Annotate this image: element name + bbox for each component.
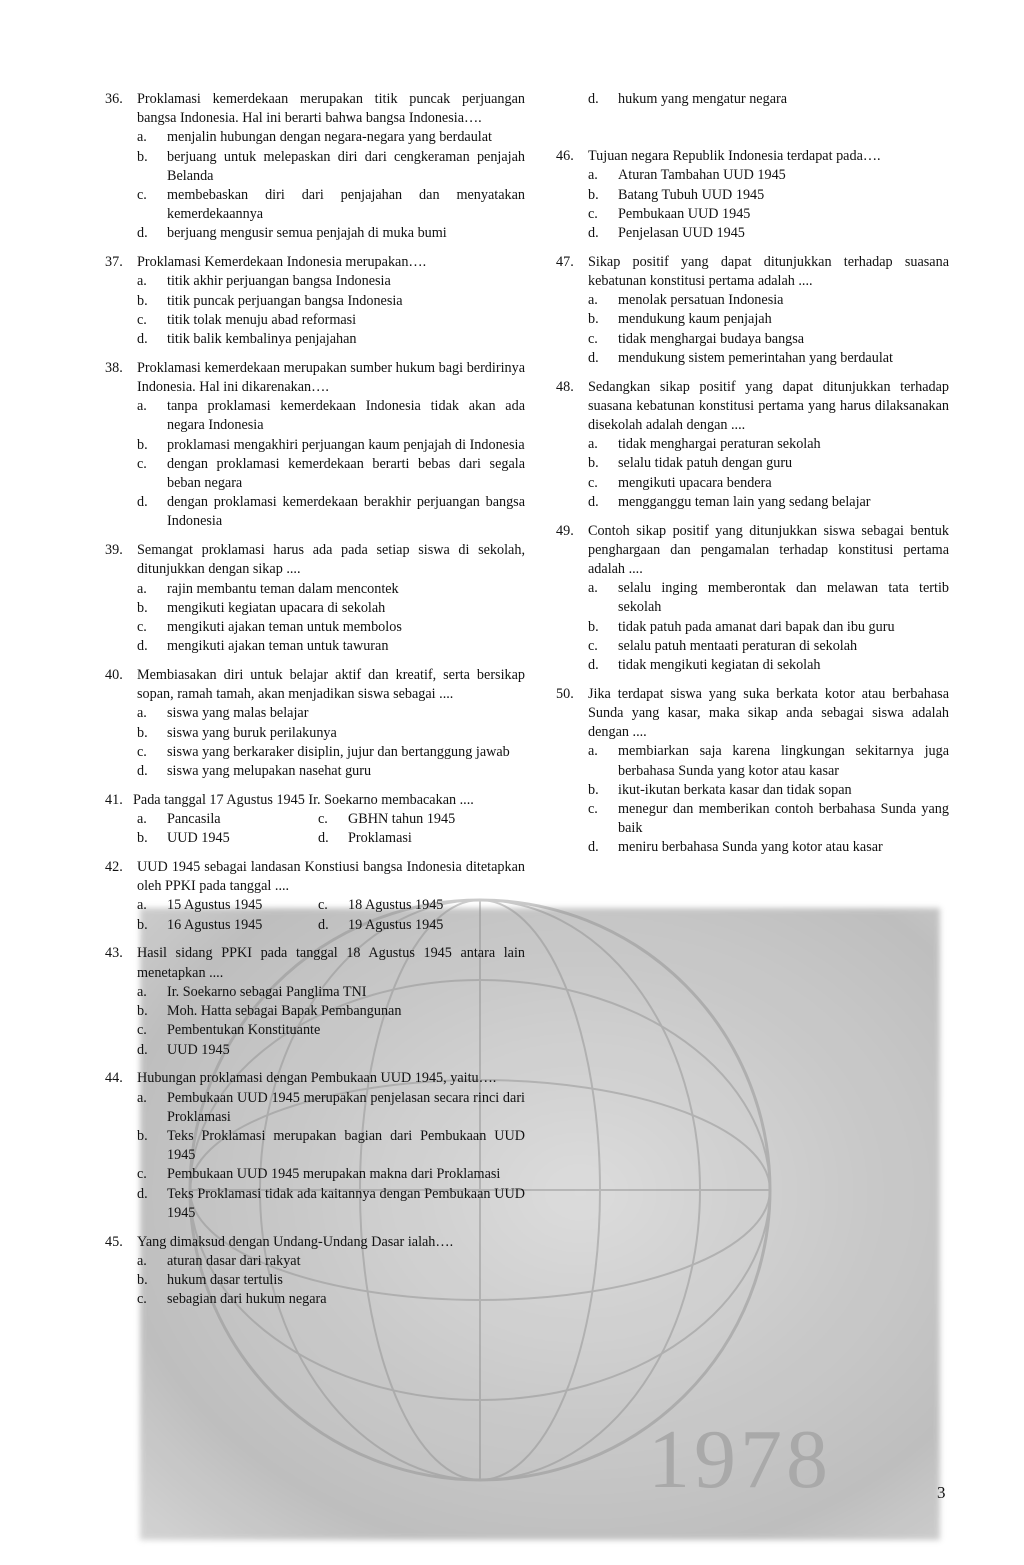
option-letter: c.: [137, 1022, 147, 1039]
answer-option: [137, 1290, 525, 1309]
options-list: [137, 983, 525, 1060]
question-46: [556, 147, 949, 243]
answer-option: [137, 1089, 525, 1127]
question-text: Proklamasi Kemerdekaan Indonesia merupakan….: [137, 254, 427, 271]
option-text: Ir. Soekarno sebagai Panglima TNI: [167, 983, 367, 1000]
options-grid: [137, 896, 525, 934]
options-list: [588, 291, 949, 368]
option-text: selalu patuh mentaati peraturan di sekolah: [618, 637, 858, 654]
question-number: 43.: [105, 945, 123, 962]
question-number: 37.: [105, 254, 123, 271]
option-text: menjalin hubungan dengan negara-negara yang berdaulat: [167, 129, 492, 146]
question-39: [105, 541, 525, 656]
option-text: mengikuti ajakan teman untuk tawuran: [167, 638, 389, 655]
option-letter: d.: [137, 331, 148, 348]
option-text: Teks Proklamasi tidak ada kaitannya dengan Pembukaan UUD 1945: [167, 1185, 525, 1221]
question-49: [556, 522, 949, 676]
option-letter: c.: [588, 474, 598, 491]
option-text: mengikuti kegiatan upacara di sekolah: [167, 599, 386, 616]
question-number: 46.: [556, 148, 574, 165]
option-text: mengganggu teman lain yang sedang belajar: [618, 493, 871, 510]
option-text: Pancasila: [167, 811, 221, 828]
option-letter: d.: [588, 493, 599, 510]
question-41: [105, 791, 525, 849]
option-letter: a.: [137, 129, 147, 146]
option-letter: a.: [588, 167, 598, 184]
answer-option: [588, 310, 949, 329]
question-50: [556, 685, 949, 858]
option-text: mengikuti upacara bendera: [618, 474, 772, 491]
answer-option: [137, 272, 525, 291]
option-letter: b.: [137, 830, 148, 847]
option-text: Pembukaan UUD 1945: [618, 205, 751, 222]
answer-option: [137, 397, 525, 435]
q45-continued-option: [588, 90, 949, 109]
question-38: [105, 359, 525, 532]
option-text: titik akhir perjuangan bangsa Indonesia: [167, 273, 391, 290]
answer-option: [137, 436, 525, 455]
question-number: 49.: [556, 522, 574, 539]
option-letter: d.: [318, 916, 329, 933]
answer-option: [137, 1271, 525, 1290]
answer-option: [588, 435, 949, 454]
answer-option: [137, 618, 525, 637]
option-letter: b.: [137, 436, 148, 453]
question-number: 45.: [105, 1233, 123, 1250]
options-list: [588, 579, 949, 675]
question-40: [105, 666, 525, 781]
option-text: Aturan Tambahan UUD 1945: [618, 167, 786, 184]
options-list: [137, 1089, 525, 1223]
question-text: Hasil sidang PPKI pada tanggal 18 Agustus 1945 antara lain menetapkan ....: [137, 945, 525, 981]
option-letter: c.: [588, 637, 598, 654]
option-text: Penjelasan UUD 1945: [618, 225, 745, 242]
answer-option: [588, 637, 949, 656]
options-list: [588, 166, 949, 243]
option-letter: a.: [137, 580, 147, 597]
option-text: Pembukaan UUD 1945 merupakan penjelasan secara rinci dari Proklamasi: [167, 1089, 525, 1125]
answer-option: [588, 781, 949, 800]
option-text: Batang Tubuh UUD 1945: [618, 186, 765, 203]
option-text: proklamasi mengakhiri perjuangan kaum penjajah di Indonesia: [167, 436, 525, 453]
option-letter: c.: [588, 330, 598, 347]
question-number: 50.: [556, 685, 574, 702]
question-36: [105, 90, 525, 244]
option-letter: c.: [137, 187, 147, 204]
question-number: 47.: [556, 253, 574, 270]
question-number: 40.: [105, 667, 123, 684]
answer-option: [137, 148, 525, 186]
option-letter: a.: [137, 811, 147, 828]
option-letter: a.: [588, 580, 598, 597]
option-text: hukum yang mengatur negara: [618, 91, 788, 107]
page-number: 3: [937, 1483, 946, 1502]
option-text: berjuang mengusir semua penjajah di muka bumi: [167, 225, 447, 242]
question-42: [105, 858, 525, 935]
answer-option: [137, 1041, 525, 1060]
option-text: GBHN tahun 1945: [348, 811, 456, 828]
answer-option: [137, 599, 525, 618]
options-list: [588, 435, 949, 512]
options-list: [137, 1252, 525, 1310]
option-text: siswa yang berkaraker disiplin, jujur dan bertanggung jawab: [167, 743, 510, 760]
question-text: Proklamasi kemerdekaan merupakan titik puncak perjuangan bangsa Indonesia. Hal ini berarti bahwa bangsa Indonesia….: [137, 91, 525, 127]
question-number: 36.: [105, 91, 123, 107]
question-number: 44.: [105, 1070, 123, 1087]
option-letter: c.: [137, 311, 147, 328]
option-text: Pembentukan Konstituante: [167, 1022, 321, 1039]
option-text: tidak patuh pada amanat dari bapak dan ibu guru: [618, 618, 895, 635]
answer-option: [137, 704, 525, 723]
option-text: rajin membantu teman dalam mencontek: [167, 580, 399, 597]
option-letter: d.: [588, 839, 599, 856]
option-letter: b.: [137, 599, 148, 616]
option-letter: a.: [137, 398, 147, 415]
option-text: siswa yang melupakan nasehat guru: [167, 763, 372, 780]
option-letter: b.: [137, 724, 148, 741]
option-letter: d.: [137, 1041, 148, 1058]
options-list: [137, 128, 525, 243]
option-text: sebagian dari hukum negara: [167, 1291, 327, 1308]
question-text: Pada tanggal 17 Agustus 1945 Ir. Soekarno membacakan ....: [133, 791, 474, 808]
option-text: mengikuti ajakan teman untuk membolos: [167, 619, 402, 636]
answer-option: [137, 724, 525, 743]
option-text: aturan dasar dari rakyat: [167, 1252, 301, 1269]
option-text: UUD 1945: [167, 830, 230, 847]
options-list: [137, 580, 525, 657]
option-text: tidak mengikuti kegiatan di sekolah: [618, 657, 821, 674]
question-37: [105, 253, 525, 349]
answer-option: [137, 292, 525, 311]
option-text: tidak menghargai peraturan sekolah: [618, 436, 821, 453]
option-letter: b.: [588, 455, 599, 472]
option-letter: b.: [137, 916, 148, 933]
option-letter: a.: [137, 1089, 147, 1106]
question-48: [556, 378, 949, 512]
option-text: menegur dan memberikan contoh berbahasa Sunda yang baik: [618, 801, 949, 837]
option-letter: c.: [137, 743, 147, 760]
answer-option: [588, 493, 949, 512]
option-letter: c.: [588, 801, 598, 818]
answer-option: [137, 455, 525, 493]
left-column: [105, 90, 525, 1319]
question-number: 48.: [556, 378, 574, 395]
option-text: titik puncak perjuangan bangsa Indonesia: [167, 292, 403, 309]
option-letter: a.: [137, 897, 147, 914]
answer-option: [137, 1002, 525, 1021]
answer-option: [588, 166, 949, 185]
watermark-year: 1978: [648, 1413, 832, 1506]
answer-option: [137, 330, 525, 349]
option-text: selalu tidak patuh dengan guru: [618, 455, 793, 472]
question-text: Contoh sikap positif yang ditunjukkan siswa sebagai bentuk penghargaan dan pengamalan terhadap konstitusi pertama adalah ....: [588, 522, 949, 578]
option-letter: b.: [588, 186, 599, 203]
answer-option: [588, 742, 949, 780]
option-letter: d.: [588, 91, 599, 107]
option-text: membiarkan saja karena lingkungan sekitarnya juga berbahasa Sunda yang kotor atau kasar: [618, 743, 949, 779]
answer-option: [137, 743, 525, 762]
option-letter: d.: [588, 657, 599, 674]
option-letter: b.: [137, 292, 148, 309]
question-43: [105, 944, 525, 1059]
answer-option: [588, 291, 949, 310]
question-text: Semangat proklamasi harus ada pada setiap siswa di sekolah, ditunjukkan dengan sikap ....: [137, 542, 525, 578]
option-letter: d.: [588, 225, 599, 242]
option-letter: b.: [137, 1003, 148, 1020]
option-letter: a.: [137, 1252, 147, 1269]
option-letter: b.: [588, 781, 599, 798]
question-text: Jika terdapat siswa yang suka berkata kotor atau berbahasa Sunda yang kasar, maka sikap anda sebagai siswa adalah dengan ....: [588, 685, 949, 741]
answer-option: [588, 838, 949, 857]
answer-option: [588, 205, 949, 224]
option-text: hukum dasar tertulis: [167, 1271, 283, 1288]
answer-option: [588, 454, 949, 473]
option-letter: d.: [137, 763, 148, 780]
options-list: [137, 272, 525, 349]
answer-option: [137, 1252, 525, 1271]
question-text: Membiasakan diri untuk belajar aktif dan kreatif, serta bersikap sopan, ramah tamah, akan menjadikan siswa sebagai ....: [137, 667, 525, 703]
option-letter: d.: [137, 638, 148, 655]
answer-option: [137, 762, 525, 781]
option-text: 18 Agustus 1945: [348, 897, 444, 914]
option-text: siswa yang buruk perilakunya: [167, 724, 337, 741]
option-text: 16 Agustus 1945: [167, 916, 263, 933]
option-letter: a.: [137, 705, 147, 722]
answer-option: [137, 128, 525, 147]
answer-option: [137, 186, 525, 224]
option-letter: d.: [137, 225, 148, 242]
option-letter: d.: [137, 494, 148, 511]
answer-option: [137, 1021, 525, 1040]
option-letter: c.: [588, 205, 598, 222]
answer-option: [137, 493, 525, 531]
question-44: [105, 1069, 525, 1223]
option-letter: b.: [137, 148, 148, 165]
answer-option: [137, 224, 525, 243]
answer-option: [137, 1185, 525, 1223]
options-list: [588, 742, 949, 857]
option-letter: c.: [137, 455, 147, 472]
option-text: dengan proklamasi kemerdekaan berakhir perjuangan bangsa Indonesia: [167, 494, 525, 530]
option-text: selalu inging memberontak dan melawan tata tertib sekolah: [618, 580, 949, 616]
answer-option: [588, 349, 949, 368]
right-column: [556, 90, 949, 867]
option-letter: c.: [137, 1291, 147, 1308]
option-letter: c.: [137, 1166, 147, 1183]
option-text: Pembukaan UUD 1945 merupakan makna dari Proklamasi: [167, 1166, 501, 1183]
option-letter: c.: [318, 811, 328, 828]
answer-option: [588, 800, 949, 838]
options-list: [137, 704, 525, 781]
question-47: [556, 253, 949, 368]
option-letter: a.: [588, 292, 598, 309]
option-letter: d.: [318, 830, 329, 847]
option-letter: b.: [137, 1127, 148, 1144]
answer-option: [137, 311, 525, 330]
option-letter: b.: [588, 618, 599, 635]
answer-option: [588, 656, 949, 675]
question-text: Hubungan proklamasi dengan Pembukaan UUD 1945, yaitu….: [137, 1070, 497, 1087]
option-text: mendukung sistem pemerintahan yang berdaulat: [618, 349, 894, 366]
question-number: 38.: [105, 359, 123, 376]
option-letter: d.: [588, 349, 599, 366]
question-number: 41.: [105, 791, 123, 808]
option-letter: c.: [318, 897, 328, 914]
question-45: [105, 1233, 525, 1310]
question-text: Sedangkan sikap positif yang dapat ditunjukkan terhadap suasana kebatunan konstitusi pertama yang harus dilaksanakan disekolah adalah dengan ....: [588, 378, 949, 434]
option-text: menolak persatuan Indonesia: [618, 292, 784, 309]
question-text: Tujuan negara Republik Indonesia terdapat pada….: [588, 148, 881, 165]
option-text: UUD 1945: [167, 1041, 230, 1058]
answer-option: [137, 1165, 525, 1184]
answer-option: [137, 637, 525, 656]
answer-option: [588, 186, 949, 205]
option-text: 19 Agustus 1945: [348, 916, 444, 933]
option-letter: a.: [137, 983, 147, 1000]
option-letter: b.: [137, 1271, 148, 1288]
option-text: Teks Proklamasi merupakan bagian dari Pembukaan UUD 1945: [167, 1127, 525, 1164]
options-grid: [137, 810, 525, 848]
answer-option: [588, 224, 949, 243]
option-letter: d.: [137, 1185, 148, 1202]
question-text: Proklamasi kemerdekaan merupakan sumber hukum bagi berdirinya Indonesia. Hal ini dikarenakan….: [137, 359, 525, 396]
option-letter: a.: [588, 743, 598, 760]
option-text: Proklamasi: [348, 830, 412, 847]
option-text: titik tolak menuju abad reformasi: [167, 311, 357, 328]
option-letter: c.: [137, 619, 147, 636]
option-text: membebaskan diri dari penjajahan dan menyatakan kemerdekaannya: [167, 187, 525, 223]
option-text: meniru berbahasa Sunda yang kotor atau kasar: [618, 839, 883, 856]
option-letter: a.: [588, 436, 598, 453]
option-letter: a.: [137, 273, 147, 290]
option-text: mendukung kaum penjajah: [618, 311, 772, 328]
answer-option: [137, 983, 525, 1002]
option-text: siswa yang malas belajar: [167, 705, 309, 722]
question-number: 39.: [105, 542, 123, 559]
answer-option: [137, 1127, 525, 1165]
options-list: [137, 397, 525, 531]
option-text: titik balik kembalinya penjajahan: [167, 331, 357, 348]
option-text: ikut-ikutan berkata kasar dan tidak sopan: [618, 781, 852, 798]
question-text: UUD 1945 sebagai landasan Konstiusi bangsa Indonesia ditetapkan oleh PPKI pada tanggal ....: [137, 859, 525, 895]
option-letter: b.: [588, 311, 599, 328]
answer-option: [588, 618, 949, 637]
question-number: 42.: [105, 859, 123, 876]
option-text: berjuang untuk melepaskan diri dari cengkeraman penjajah Belanda: [167, 148, 525, 184]
option-text: tidak menghargai budaya bangsa: [618, 330, 805, 347]
question-text: Yang dimaksud dengan Undang-Undang Dasar ialah….: [137, 1233, 454, 1250]
answer-option: [137, 580, 525, 599]
answer-option: [588, 330, 949, 349]
option-text: dengan proklamasi kemerdekaan berarti bebas dari segala beban negara: [167, 455, 525, 492]
question-text: Sikap positif yang dapat ditunjukkan terhadap suasana kebatunan konstitusi pertama adalah ....: [588, 253, 949, 290]
option-text: 15 Agustus 1945: [167, 897, 263, 914]
option-text: tanpa proklamasi kemerdekaan Indonesia tidak akan ada negara Indonesia: [167, 398, 525, 434]
answer-option: [588, 579, 949, 617]
option-text: Moh. Hatta sebagai Bapak Pembangunan: [167, 1003, 402, 1020]
answer-option: [588, 474, 949, 493]
